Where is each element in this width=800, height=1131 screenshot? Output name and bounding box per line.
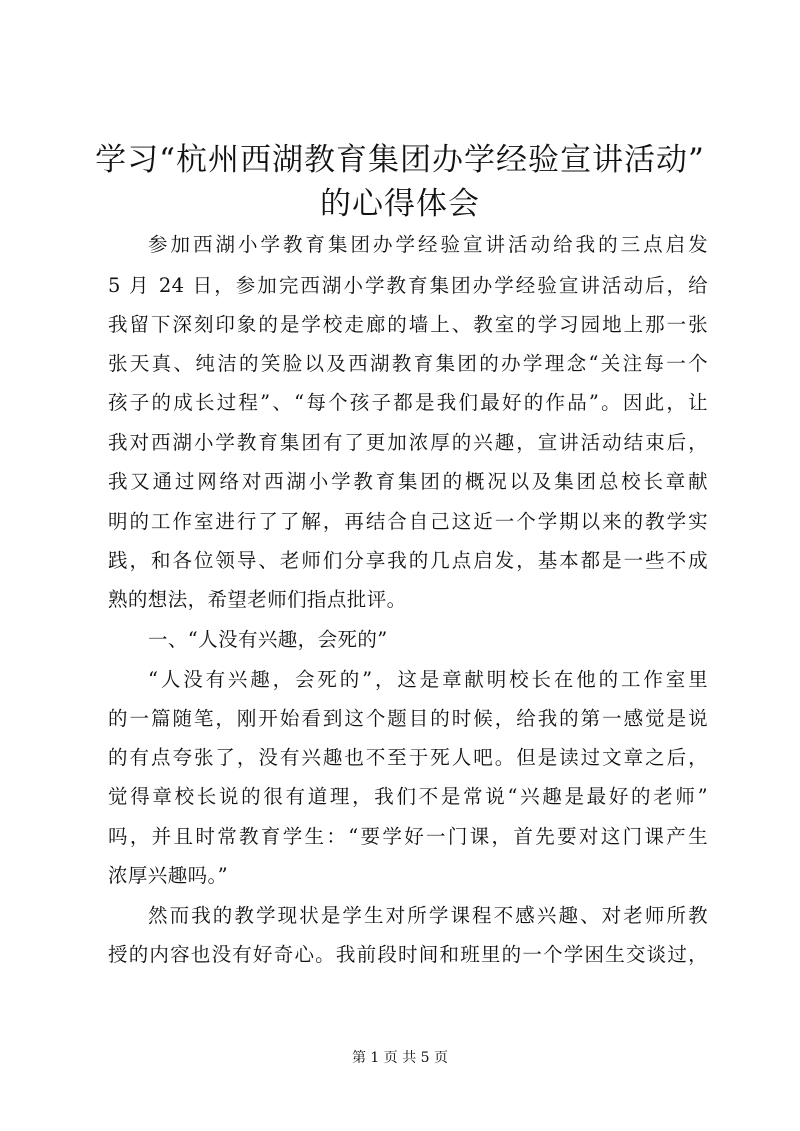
body-line: 授的内容也没有好奇心。我前段时间和班里的一个学困生交谈过， [108, 943, 708, 966]
document-title-line-1: 学习“杭州西湖教育集团办学经验宣讲活动” [95, 142, 705, 178]
body-line: 参加西湖小学教育集团办学经验宣讲活动给我的三点启发 [148, 233, 708, 256]
body-line: “人没有兴趣，会死的”，这是章献明校长在他的工作室里 [148, 668, 708, 691]
body-line: 明的工作室进行了了解，再结合自己这近一个学期以来的教学实 [108, 510, 708, 533]
body-line: 孩子的成长过程”、“每个孩子都是我们最好的作品”。因此，让 [108, 391, 708, 414]
section-heading: 一、“人没有兴趣，会死的” [148, 628, 388, 651]
body-line: 然而我的教学现状是学生对所学课程不感兴趣、对老师所教 [148, 904, 708, 927]
body-line: 浓厚兴趣吗。” [108, 864, 229, 887]
body-line: 觉得章校长说的很有道理，我们不是常说“兴趣是最好的老师” [108, 785, 708, 808]
body-line: 践，和各位领导、老师们分享我的几点启发，基本都是一些不成 [108, 549, 708, 572]
body-line: 我又通过网络对西湖小学教育集团的概况以及集团总校长章献 [108, 470, 708, 493]
body-line: 的有点夸张了，没有兴趣也不至于死人吧。但是读过文章之后， [108, 746, 708, 769]
body-line: 熟的想法，希望老师们指点批评。 [108, 588, 407, 611]
body-line: 张天真、纯洁的笑脸以及西湖教育集团的办学理念“关注每一个 [108, 352, 708, 375]
body-line: 吗，并且时常教育学生：“要学好一门课，首先要对这门课产生 [108, 825, 708, 848]
body-line: 的一篇随笔，刚开始看到这个题目的时候，给我的第一感觉是说 [108, 707, 708, 730]
body-line: 我对西湖小学教育集团有了更加浓厚的兴趣，宣讲活动结束后， [108, 431, 708, 454]
page-number-footer: 第 1 页 共 5 页 [351, 1050, 449, 1066]
body-line: 5 月 24 日，参加完西湖小学教育集团办学经验宣讲活动后，给 [108, 274, 708, 297]
document-title-line-2: 的心得体会 [320, 186, 480, 222]
body-line: 我留下深刻印象的是学校走廊的墙上、教室的学习园地上那一张 [108, 313, 708, 336]
